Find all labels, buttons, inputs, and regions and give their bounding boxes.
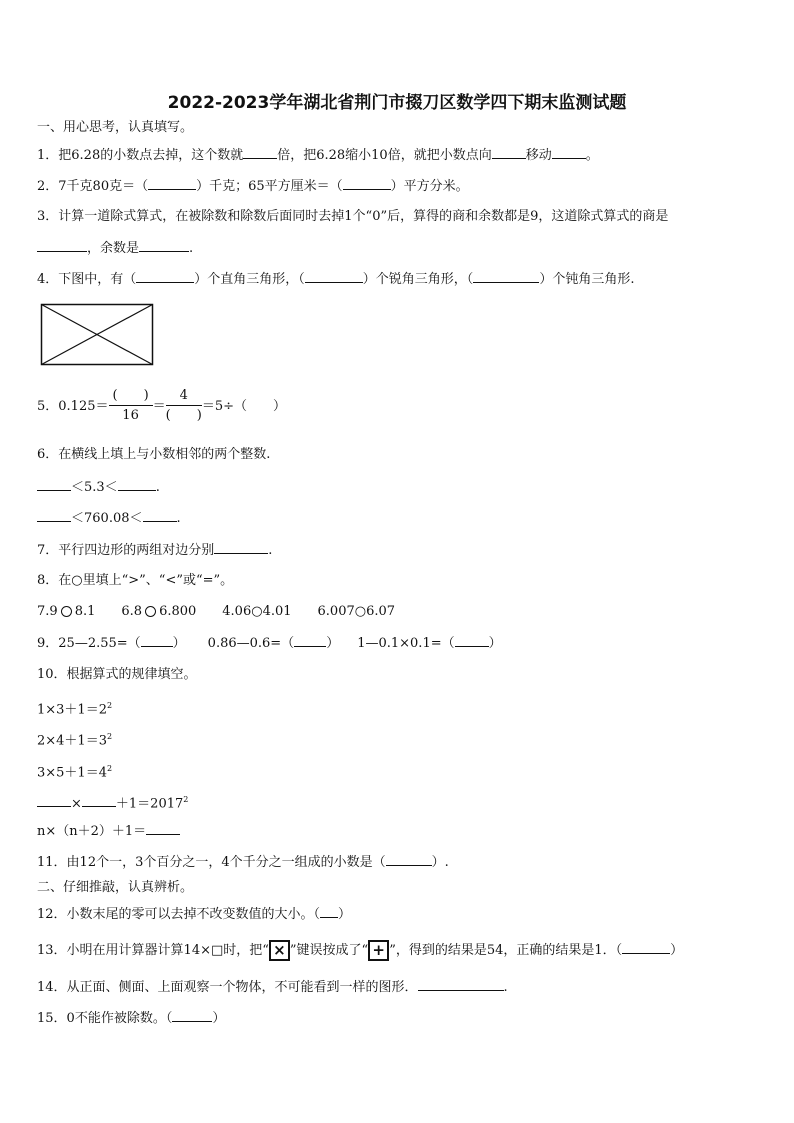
question-8: 8．在○里填上“>”、“<”或“=”。: [37, 573, 234, 588]
multiply-key-icon: ×: [269, 940, 290, 961]
question-8-items: 7.9 8.1 6.8 6.800 4.06○4.01 6.007○6.07: [37, 604, 396, 619]
blank[interactable]: [418, 978, 504, 991]
pattern-line-2: $2\times 4+1=3^2$: [37, 732, 113, 749]
pattern-line-4: × $+1=2017^2$: [37, 791, 188, 813]
blank[interactable]: [552, 146, 586, 159]
blank[interactable]: [172, 1009, 212, 1022]
blank[interactable]: [37, 239, 87, 252]
blank[interactable]: [294, 634, 326, 647]
section-1-heading: 一、用心思考，认真填写。: [37, 120, 194, 135]
blank[interactable]: [320, 905, 338, 918]
plus-key-icon: +: [368, 940, 389, 961]
compare-circle[interactable]: [145, 606, 156, 617]
question-12: 12．小数末尾的零可以去掉不改变数值的大小。（ ）: [37, 907, 352, 922]
question-13: 13．小明在用计算器计算14×□时，把“ × ”键误按成了“ + ”，得到的结果是54，正确的结果是1．（ ）: [37, 941, 684, 959]
question-14: 14．从正面、侧面、上面观察一个物体，不可能看到一样的图形． .: [37, 980, 508, 995]
blank[interactable]: [37, 794, 71, 807]
page-title: 2022-2023学年湖北省荆门市掇刀区数学四下期末监测试题: [167, 93, 627, 113]
blank[interactable]: [37, 509, 71, 522]
pattern-line-1: $1\times 3+1=2^2$: [37, 701, 113, 718]
blank[interactable]: [386, 853, 432, 866]
blank[interactable]: [37, 478, 71, 491]
question-11: 11．由12个一，3个百分之一，4个千分之一组成的小数是（ ）.: [37, 855, 449, 870]
blank[interactable]: [118, 478, 156, 491]
blank[interactable]: [143, 509, 177, 522]
question-5: 5．0.125＝ $\frac{( )}{16}$ ＝ $\frac{4}{( )}$ ＝5÷（ ）: [37, 386, 286, 428]
blank[interactable]: [243, 146, 277, 159]
blank[interactable]: [136, 270, 194, 283]
question-15: 15．0不能作被除数。（ ）: [37, 1011, 226, 1026]
question-10: 10．根据算式的规律填空。: [37, 667, 197, 682]
question-6-row-2: ＜760.08＜ .: [37, 509, 181, 528]
question-6: 6．在横线上填上与小数相邻的两个整数.: [37, 447, 271, 462]
blank[interactable]: [146, 822, 180, 835]
pattern-line-5: n×（n＋2）＋1＝: [37, 822, 180, 841]
question-2: 2．7千克80克＝（ ）千克；65平方厘米＝（ ）平方分米。: [37, 179, 469, 194]
question-1: 1．把6.28的小数点去掉，这个数就 倍，把6.28缩小10倍，就把小数点向 移动 。: [37, 148, 599, 163]
blank[interactable]: [148, 177, 196, 190]
fraction-2: $\frac{4}{( )}$: [165, 388, 202, 423]
question-6-row-1: ＜5.3＜ .: [37, 478, 160, 497]
blank[interactable]: [455, 634, 489, 647]
blank[interactable]: [343, 177, 391, 190]
blank[interactable]: [139, 239, 189, 252]
question-4: 4．下图中，有（ ）个直角三角形，（ ）个锐角三角形，（ ）个钝角三角形.: [37, 272, 635, 287]
blank[interactable]: [492, 146, 526, 159]
compare-circle[interactable]: [61, 606, 72, 617]
section-2-heading: 二、仔细推敲，认真辨析。: [37, 880, 194, 895]
question-3-line-1: 3．计算一道除式算式，在被除数和除数后面同时去掉1个“0”后，算得的商和余数都是9，这道除式算式的商是: [37, 209, 669, 224]
question-9: 9．25—2.55=（ ） 0.86—0.6=（ ） 1—0.1×0.1=（ ）: [37, 636, 502, 651]
blank[interactable]: [141, 634, 173, 647]
pattern-line-3: $3\times 5+1=4^2$: [37, 764, 113, 781]
fraction-1: $\frac{( )}{16}$: [109, 387, 153, 426]
question-7: 7．平行四边形的两组对边分别 .: [37, 543, 273, 558]
blank[interactable]: [82, 794, 116, 807]
blank[interactable]: [622, 941, 670, 954]
blank[interactable]: [305, 270, 363, 283]
blank[interactable]: [473, 270, 539, 283]
rectangle-diagonals-figure: [40, 303, 155, 367]
question-3-line-2: ，余数是 .: [37, 239, 193, 258]
blank[interactable]: [214, 541, 268, 554]
